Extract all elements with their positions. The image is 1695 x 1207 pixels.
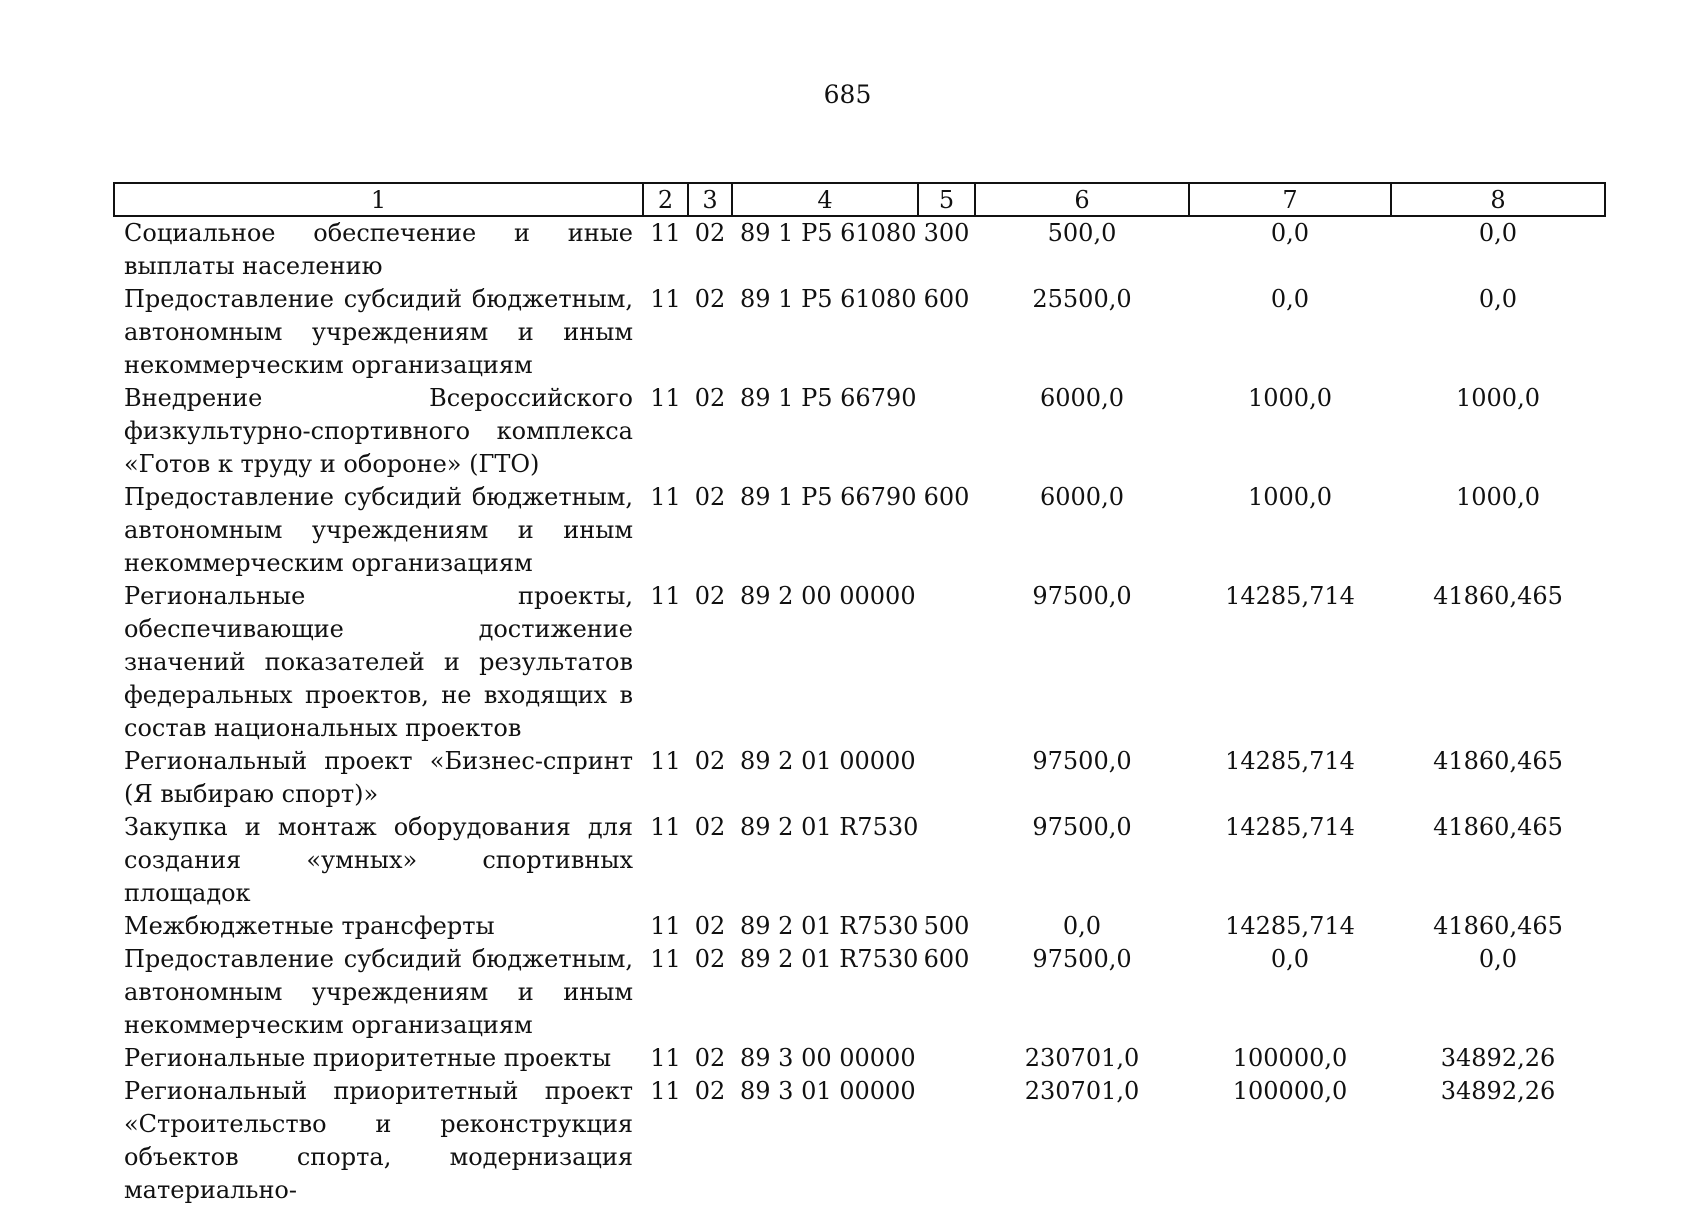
table-row	[114, 382, 1605, 481]
amount-col6: 6000,0	[1040, 483, 1124, 511]
column-header-5: 5	[918, 183, 975, 216]
row-name: Закупка и монтаж оборудования для создания «умных» спортивных площадок	[124, 813, 633, 907]
expense-type-code: 500	[923, 912, 970, 940]
expense-type-code	[918, 382, 975, 481]
section-code: 11	[650, 813, 681, 841]
row-name: Региональные приоритетные проекты	[124, 1044, 612, 1072]
row-name: Региональный приоритетный проект «Строительство и реконструкция объектов спорта, модернизация материально-	[124, 1077, 633, 1204]
column-header-7: 7	[1189, 183, 1391, 216]
amount-col6: 0,0	[1062, 912, 1102, 940]
amount-col7: 0,0	[1270, 219, 1310, 247]
row-name: Предоставление субсидий бюджетным, автономным учреждениям и иным некоммерческим организациям	[124, 945, 633, 1039]
expense-type-code	[918, 811, 975, 910]
row-name: Предоставление субсидий бюджетным, автономным учреждениям и иным некоммерческим организациям	[124, 285, 633, 379]
expense-type-code: 600	[923, 483, 970, 511]
amount-col8: 34892,26	[1440, 1044, 1556, 1072]
expense-type-code: 600	[923, 285, 970, 313]
amount-col7: 14285,714	[1225, 813, 1355, 841]
amount-col7: 14285,714	[1225, 747, 1355, 775]
table-row	[114, 943, 1605, 1042]
column-header-1: 1	[114, 183, 643, 216]
amount-col7: 1000,0	[1248, 384, 1332, 412]
subsection-code: 02	[694, 747, 726, 775]
expense-type-code	[918, 1042, 975, 1075]
section-code: 11	[650, 912, 681, 940]
subsection-code: 02	[694, 945, 726, 973]
column-header-4: 4	[732, 183, 918, 216]
expense-type-code: 300	[923, 219, 970, 247]
table-row	[114, 283, 1605, 382]
header-row	[114, 183, 1605, 216]
target-article-code: 89 3 01 00000	[740, 1077, 916, 1105]
row-name: Внедрение Всероссийского физкультурно-спортивного комплекса «Готов к труду и обороне» (ГТО)	[124, 384, 633, 478]
target-article-code: 89 2 01 R7530	[740, 813, 919, 841]
subsection-code: 02	[694, 912, 726, 940]
subsection-code: 02	[694, 813, 726, 841]
row-name: Предоставление субсидий бюджетным, автономным учреждениям и иным некоммерческим организациям	[124, 483, 633, 577]
amount-col7: 1000,0	[1248, 483, 1332, 511]
target-article-code: 89 2 00 00000	[740, 582, 916, 610]
amount-col6: 6000,0	[1040, 384, 1124, 412]
section-code: 11	[650, 1044, 681, 1072]
table-row	[114, 1075, 1605, 1207]
table-row	[114, 580, 1605, 745]
table-row	[114, 910, 1605, 943]
amount-col8: 1000,0	[1456, 483, 1540, 511]
row-name: Межбюджетные трансферты	[124, 912, 495, 940]
amount-col6: 97500,0	[1032, 945, 1132, 973]
amount-col7: 14285,714	[1225, 912, 1355, 940]
section-code: 11	[650, 945, 681, 973]
target-article-code: 89 2 01 R7530	[740, 945, 919, 973]
target-article-code: 89 3 00 00000	[740, 1044, 916, 1072]
amount-col7: 14285,714	[1225, 582, 1355, 610]
amount-col8: 0,0	[1478, 219, 1518, 247]
column-header-8: 8	[1391, 183, 1605, 216]
amount-col8: 34892,26	[1440, 1077, 1556, 1105]
target-article-code: 89 1 Р5 61080	[740, 285, 917, 313]
table-row	[114, 811, 1605, 910]
target-article-code: 89 2 01 R7530	[740, 912, 919, 940]
amount-col6: 230701,0	[1024, 1044, 1140, 1072]
subsection-code: 02	[694, 483, 726, 511]
amount-col8: 41860,465	[1433, 813, 1563, 841]
subsection-code: 02	[694, 582, 726, 610]
subsection-code: 02	[694, 1077, 726, 1105]
section-code: 11	[650, 747, 681, 775]
section-code: 11	[650, 1077, 681, 1105]
amount-col6: 97500,0	[1032, 813, 1132, 841]
table-row	[114, 745, 1605, 811]
page-number: 685	[823, 80, 872, 109]
target-article-code: 89 1 Р5 61080	[740, 219, 917, 247]
subsection-code: 02	[694, 1044, 726, 1072]
table-row	[114, 216, 1605, 283]
section-code: 11	[650, 483, 681, 511]
amount-col6: 97500,0	[1032, 582, 1132, 610]
column-header-2: 2	[643, 183, 688, 216]
table-row	[114, 481, 1605, 580]
table-row	[114, 1042, 1605, 1075]
section-code: 11	[650, 219, 681, 247]
table-body	[114, 216, 1605, 1207]
amount-col6: 25500,0	[1032, 285, 1132, 313]
column-header-6: 6	[975, 183, 1189, 216]
section-code: 11	[650, 384, 681, 412]
amount-col6: 500,0	[1047, 219, 1117, 247]
row-name: Региональные проекты, обеспечивающие достижение значений показателей и результатов федеральных проектов, не входящих в состав национальных проектов	[124, 582, 633, 742]
column-header-3: 3	[688, 183, 732, 216]
amount-col8: 41860,465	[1433, 912, 1563, 940]
subsection-code: 02	[694, 285, 726, 313]
amount-col8: 0,0	[1478, 945, 1518, 973]
section-code: 11	[650, 285, 681, 313]
subsection-code: 02	[694, 219, 726, 247]
amount-col6: 97500,0	[1032, 747, 1132, 775]
amount-col6: 230701,0	[1024, 1077, 1140, 1105]
amount-col7: 0,0	[1270, 945, 1310, 973]
section-code: 11	[650, 582, 681, 610]
table-header	[114, 183, 1605, 216]
target-article-code: 89 1 Р5 66790	[740, 384, 917, 412]
amount-col7: 100000,0	[1232, 1077, 1348, 1105]
row-name: Региональный проект «Бизнес-спринт (Я выбираю спорт)»	[124, 747, 633, 808]
amount-col8: 0,0	[1478, 285, 1518, 313]
amount-col7: 100000,0	[1232, 1044, 1348, 1072]
budget-table	[113, 182, 1606, 1207]
subsection-code: 02	[694, 384, 726, 412]
expense-type-code	[918, 1075, 975, 1207]
expense-type-code	[918, 580, 975, 745]
target-article-code: 89 2 01 00000	[740, 747, 916, 775]
amount-col8: 41860,465	[1433, 747, 1563, 775]
row-name: Социальное обеспечение и иные выплаты населению	[124, 219, 633, 280]
amount-col8: 1000,0	[1456, 384, 1540, 412]
expense-type-code	[918, 745, 975, 811]
amount-col8: 41860,465	[1433, 582, 1563, 610]
expense-type-code: 600	[923, 945, 970, 973]
target-article-code: 89 1 Р5 66790	[740, 483, 917, 511]
amount-col7: 0,0	[1270, 285, 1310, 313]
